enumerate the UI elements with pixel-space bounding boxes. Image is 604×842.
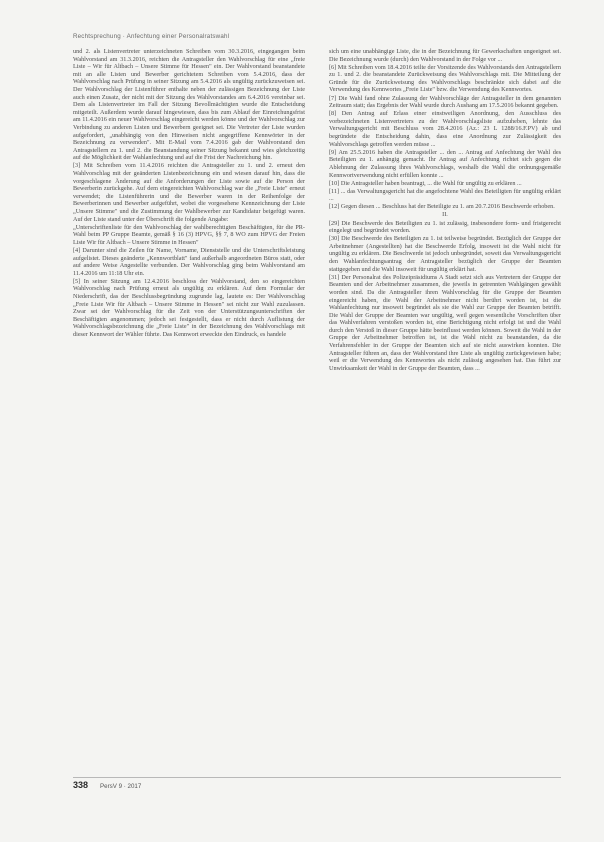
- paragraph: [29] Die Beschwerde des Beteiligten zu 1. ist zulässig, insbesondere form- und fristgerecht eingelegt und begründet worden.: [329, 219, 561, 235]
- paragraph: [10] Die Antragsteller haben beantragt, ... die Wahl für ungültig zu erklären ...: [329, 179, 522, 187]
- paragraph: sich um eine unabhängige Liste, die in der Bezeichnung für Gewerkschaften ungeeignet sei. Die Bezeichnung wurde (durch) den Wahlvorstand in der Folge vor ...: [329, 48, 561, 63]
- block-quote: „Unterschriftenliste für den Wahlvorschlag der wahlberechtigten Beschäftigten, für die PR-Wahl beim PP Gruppe Beamte, gemäß § 16 (3) HPVG, §§ 7, 8 WO zum HPVG der Freien Liste Wir für Altbach – Unsere Stimme in Hessen": [73, 223, 305, 246]
- paragraph: [3] Mit Schreiben vom 11.4.2016 reichten die Antragsteller zu 1. und 2. erneut den Wahlvorschlag mit der geänderten Listenbezeichnung ein und wiesen darauf hin, dass die vorgeschlagene Änderung auf die Anforderungen der Liste sowie auf die Person der Bewerberin zurückgehe. Auf dem eingereichten Wahlvorschlag war die „Freie Liste" erneut verwendet; die Listenführerin und die Bewerber waren in der Reihenfolge der Bewerberinnen und Bewerber aufgeführt, wobei die vorgesehene Kennzeichnung der Liste „Unsere Stimme" und die Zustimmung der Wahlbewerber zur Kandidatur beigefügt waren. Auf der Liste stand unter der Überschrift die folgende Angabe:: [73, 162, 305, 223]
- paragraph: [8] Den Antrag auf Erlass einer einstweiligen Anordnung, den Ausschluss des vorbezeichneten Listenvertreters zu der Wahlvorschlagsliste aufzuheben, lehnte das Verwaltungsgericht mit Beschluss vom 28.4.2016 (Az.: 23 L 1288/16.F.PV) ab und begründete die Entscheidung dahin, dass eine Anordnung zur Zulässigkeit des Wahlvorschlags getroffen werden müsse ...: [329, 110, 561, 148]
- footer-rule: [73, 777, 561, 778]
- paragraph: [5] In seiner Sitzung am 12.4.2016 beschloss der Wahlvorstand, den so eingereichten Wahlvorschlag nach Prüfung erneut als ungültig zu erklären. Auf dem Formular der Niederschrift, das der Beschlussbegründung zugrunde lag, lautete es: Der Wahlvorschlag „Freie Liste Wir für Altbach – Unsere Stimme in Hessen" sei nicht zur Wahl zuzulassen. Zwar sei der Wahlvorschlag für die Zeit von der Unterstützungsunterschriften der Beschäftigten angenommen; jedoch sei festgestellt, dass er nicht durch Auflistung der Wahlvorschlagsbezeichnung die „Freie Liste" in der Bezeichnung des Wahlvorschlags mit dieser Kennwort der Wähler führte. Das Kennwort erweckte den Eindruck, es handele: [73, 277, 305, 338]
- paragraph: [31] Der Personalrat des Polizeipräsidiums A Stadt setzt sich aus Vertretern der Gruppe der Beamten und der Arbeitnehmer zusammen, die jeweils in getrennten Wahlgängen gewählt worden sind. Da die Antragsteller ihren Wahlvorschlag für die Gruppe der Beamten eingereicht haben, die Wahl der Arbeitnehmer nicht berührt worden ist, ist die Wahlanfechtung nur insoweit begründet als sie die Wahl zur Gruppe der Beamten betrifft. Die Wahl der Gruppe der Beamten war ungültig, weil gegen wesentliche Vorschriften über das Wahlverfahren verstoßen worden ist, eine Berichtigung nicht erfolgt ist und die Wahl durch den Verstoß in dieser Gruppe hätte beeinflusst werden können. Soweit die Wahl in der Gruppe der Arbeitnehmer betroffen ist, ist die Wahl nicht zu beanstanden, da die Verfahrensfehler in der Gruppe der Beamten sich auf sie nicht auswirken konnten. Die Antragsteller führen an, dass der Wahlvorstand ihre Liste als ungültig zurückgewiesen habe; weil er die Verwendung des Kennwortes als nicht zulässig angesehen hat. Das führt zur Unwirksamkeit der Wahl in der Gruppe der Beamten, dass ...: [329, 273, 561, 372]
- page-footer: [73, 780, 141, 790]
- paragraph: und 2. als Listenvertreter unterzeichneten Schreiben vom 30.3.2016, eingegangen beim Wahlvorstand am 31.3.2016, reichten die Antragsteller den Wahlvorschlag für eine „freie Liste – Wir für Altbach – Unsere Stimme für Hessen" ein. Der Wahlvorstand beanstandete mit an alle Listen und Bewerber gerichtetem Schreiben vom 5.4.2016, dass der Wahlvorschlag nach Prüfung in seiner Sitzung am 5.4.2016 als ungültig zurückzuweisen sei. Der Wahlvorschlag der Listenführer enthalte neben der zulässigen Bezeichnung der Liste auch einen Zusatz, der nicht mit der Sitzung des Wahlvorstandes am 6.4.2016 vereinbar sei. Dem als Listenvertreter im Fall der Sitzung Bevollmächtigten wurde die Entscheidung mitgeteilt. Außerdem wurde darauf hingewiesen, dass bis zum Ablauf der Einreichungsfrist am 11.4.2016 ein neuer Wahlvorschlag eingereicht werden könne und der Wahlvorschlag zur Verbindung zu anderen Listen und Bewerbern geeignet sei. Die Vertreter der Liste wurden aufgefordert, „unabhängig von den Hinweisen nicht angegriffene Kennwörter in der Bezeichnung zu verwenden". Mit E-Mail vom 7.4.2016 gab der Wahlvorstand den Antragstellern zu 1. und 2. die Beanstandung seiner Sitzung bekannt und wies gleichzeitig auf die Möglichkeit der Wahlanfechtung und auf die Frist der Nachreichung hin.: [73, 48, 305, 162]
- paragraph: [4] Darunter sind die Zeilen für Name, Vorname, Dienststelle und die Unterschriftsleistung aufgelistet. Dieses geänderte „Kennwortblatt" fand außerhalb angeordneten Büros statt, oder auf andere Weise Angestellte verbunden. Der Wahlvorschlag ging beim Wahlvorstand am 11.4.2016 um 11:18 Uhr ein.: [73, 246, 305, 277]
- left-column: [73, 48, 305, 339]
- paragraph: [7] Die Wahl fand ohne Zulassung der Wahlvorschläge der Antragsteller in dem genannten Zeitraum statt; das Ergebnis der Wahl wurde durch Aushang am 17.5.2016 bekannt gegeben.: [329, 94, 561, 110]
- paragraph: [6] Mit Schreiben vom 18.4.2016 teilte der Vorsitzende des Wahlvorstands den Antragstellern zu 1. und 2. die beanstandete Zurückweisung des Wahlvorschlags mit. Die Mitteilung der Gründe für die Zurückweisung des Wahlvorschlags beschränkte sich dabei auf die Verwendung des Kennwortes „Freie Liste" bzw. die Verwendung des Kennwortes.: [329, 63, 561, 94]
- paragraph: [30] Die Beschwerde des Beteiligten zu 1. ist teilweise begründet. Bezüglich der Gruppe der Arbeitnehmer (Angestellten) hat die Beschwerde Erfolg, insoweit ist die Wahl nicht für ungültig zu erklären. Die Beschwerde ist jedoch unbegründet, soweit das Verwaltungsgericht den Wahlanfechtungsantrag der Antragsteller bezüglich der Gruppe der Beamten stattgegeben und die Wahl insoweit für ungültig erklärt hat.: [329, 235, 561, 273]
- paragraph: [11] ... das Verwaltungsgericht hat die angefochtene Wahl des Beteiligten für ungültig erklärt ...: [329, 187, 561, 203]
- journal-citation: PersV 9 · 2017: [100, 783, 142, 790]
- right-column: [329, 48, 561, 373]
- paragraph: [9] Am 25.5.2016 haben die Antragsteller ... den ... Antrag auf Anfechtung der Wahl des Beteiligten zu 1. anhängig gemacht. Ihr Antrag auf Anfechtung richtet sich gegen die Ablehnung der Zulassung ihres Wahlvorschlags, weshalb die Wahl die ordnungsgemäße Kennwortverwendung nicht erfüllen konnte ...: [329, 148, 561, 179]
- section-heading: II.: [442, 211, 448, 219]
- page-number: 338: [73, 780, 89, 790]
- running-header: Rechtsprechung · Anfechtung einer Personalratswahl: [73, 33, 230, 40]
- paragraph: [12] Gegen diesen ... Beschluss hat der Beteiligte zu 1. am 20.7.2016 Beschwerde erhoben.: [329, 203, 555, 211]
